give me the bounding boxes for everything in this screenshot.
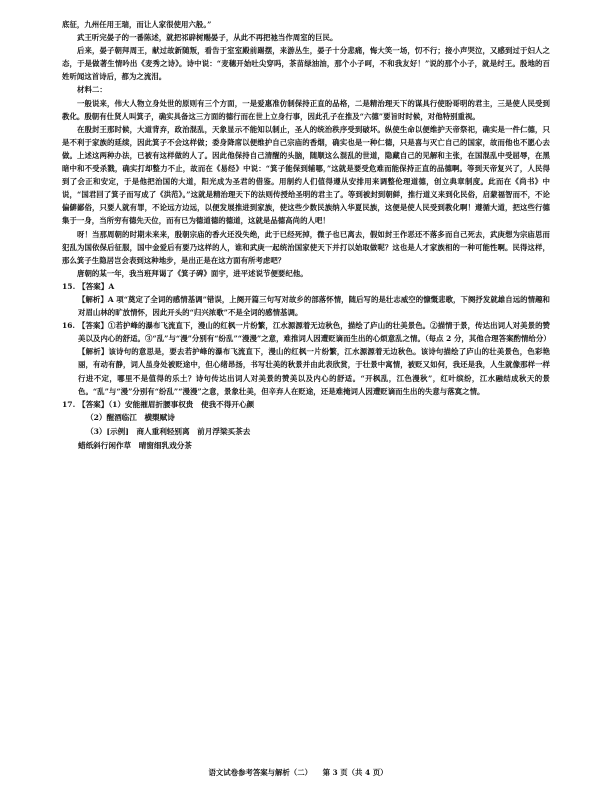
answer-text: 【答案】A <box>78 281 115 291</box>
analysis-text: 【解析】A 项“奠定了全词的感情基调”错误，上阕开篇三句写对故乡的部落怀情，随后写的是壮志威空的慷慨悲歌，下阕抒发就雄自远的情趣和对眉山林的旷放情怀，因此开头的“归兴浓歌”不是全词的感情基调。 <box>78 294 550 318</box>
paragraph: 底征，九州任用王瑞，而让人家很使用六般。” <box>62 20 212 29</box>
page-content <box>62 18 550 452</box>
paragraph: 唐朝的某一年，我当班拜谒了《箕子碑》面宇，进平述说节便要纪他。 <box>77 268 308 278</box>
answer-text: 【答案】①若护峰的瀑布飞流直下，漫山的红枫一片纷繁，江水源源着无边秋色，描绘了庐山的壮美景色。②描情于景，传达出词人对美景的赞美以及内心的舒适。③“乱”与“漫”分别有“纷乱”“漫漫”之意，难推词人因遭贬谪而生出的心烦意乱之情。（每点 2 分，其他合理答案酌情给分） <box>78 321 551 344</box>
answer-line <box>62 398 550 412</box>
answer-line: （2）醒酒临江 横槊赋诗 <box>86 413 175 423</box>
question-17 <box>62 398 550 452</box>
question-number: 15. <box>62 281 76 291</box>
paragraph: 一般说来，伟大人物立身处世的原则有三个方面，一是爱惠准仿制保持正直的品格，二是精治理天下的谋具行使盼哥明的君主，三是使人民受到教化。殷朝有仕贤人叫箕子，确实具备这三方面的德行而在世上立身行事，因此孔子在推及“六德”要旨时时候，对他特别重视。 <box>62 98 550 121</box>
question-number: 16. <box>62 321 76 331</box>
paragraph: 武王听完晏子的一番陈述，就把祁辟树赐晏子，从此不再把祂当作周室的巨民。 <box>77 33 338 43</box>
analysis-text: 【解析】该诗句的意思是，要去若护峰的瀑布飞流直下，漫山的红枫一片纷繁，江水源源着无边秋色。该诗句描绘了庐山的壮美景色，色彩艳丽，有动有静，词人虽身处被贬途中，但心绪昂扬，书写壮美的秋景并由此表欣赏，于壮景中寓情，被贬又如何，我还是我，人生就像那样一样行进不定，哪里不是值得的乐土？诗句传达出词人对美景的赞美以及内心的舒适。“开枫乱，江色漫秋”，红叶缤纷，江水融结成秋天的景色。“乱”与“漫”分别有“纷乱”“漫漫”之意，景象壮美，但辛弃人在贬途，还是难掩词人因遭贬谪而生出的失意与落寞之情。 <box>78 347 550 396</box>
answer-line: （3）[示例] 商人重利轻别离 前月浮梁买茶去 <box>86 426 251 436</box>
paragraph: 在殷封王那时候，大道背弃，政治混乱，天象显示不能知以制止，圣人的统治秩序受到破坏。纵使生命以便维护天帝祭祀，确实是一件仁德，只是不利于家族的延续，因此箕子不会这样做；委身降席以便维护自己宗庙的香烟，确实也是一种仁德，只是喜与灭亡自己的国家，故而他也不愿心去做。上述这两种办法，已被有这样做的人了。因此他保持自己清醒的头脑，随顺这么混乱的世道，隐藏自己的见解和主张，在国混乱中受屈辱，在黑暗中和不受杀戮，确实打却整力不止，故而在《易经》中说：“箕子能保到辅哪，”这就是要受危难而能保持正直的品德啊。等到天帝复兴了，人民得到了会正和安定，于是他把治国的大道，阳光成为圣君的借鉴。用制约人们值得遵从安排用来调整伦理道德，创立典章制度。此而在《尚书》中说，“国君回了箕子而写成了《洪范》。”这就是精治理天下的法则传授给圣明的君主了。等到被封到朝鲜，推行道义来到化民俗，启蒙福智而不，不论偏僻鄙俗，只要人就有罪，不论远方边远，以便发展推进到家族，使这些少数民族纳入华夏民族，这便是使人民受到教化啊！遵循大道，把这些行德集于一身，当所穷有德先天位，而有已为德道德的德道，这就是品德高尚的人吧！ <box>62 124 550 226</box>
paragraph: 后来，晏子朝拜周王，献过故新随叛，看告于室室殿前踢摆，来游丛生，晏子十分悲痛，悔大笑一场，忉不行；接小声哭泣，又感到过于妇人之态，于是做著生情吟出《麦秀之诗》。诗中说：“麦穗开始吐尖穿吗，茶苗绿油油，那个小子呵，不和我友好！”说的那个小子，就是纣王。殷地的百姓听闻这首诗后，都为之流泪。 <box>62 46 550 82</box>
answer-text: 【答案】（1）安能摧眉折腰事权贵 使我不得开心颜 <box>78 399 255 409</box>
answer-line: 蜡纸斜行闲作草 晴窗细乳戏分茶 <box>78 440 192 450</box>
question-number: 17. <box>62 399 76 409</box>
answer-line <box>62 319 551 345</box>
footer-page-number: 第 3 页（共 4 页） <box>322 768 388 777</box>
page-footer <box>0 767 596 778</box>
paragraph: 呀！当那周朝的时期未来来，殷朝宗庙的香火还没失绝，此于已经死掉，微子也已离去，假如封王作恶还不落多而自己死去，武庚想为宗庙思而犯乱为国依保后征服，国中金爱后有要乃这样的人，谁和武庚一起统治国家使天下并打以始取做呢？这也是人才家族相的一种可能性啊。民得这样，那么箕子生隐居岂会表到这种地步，是出正是在这方面有所考虑吧？ <box>62 229 550 265</box>
question-15 <box>62 280 550 319</box>
question-16 <box>62 319 550 398</box>
footer-title: 语文试卷参考答案与解析（二） <box>208 768 312 777</box>
answer-line <box>62 280 550 293</box>
section-heading: 材料二： <box>77 85 107 95</box>
